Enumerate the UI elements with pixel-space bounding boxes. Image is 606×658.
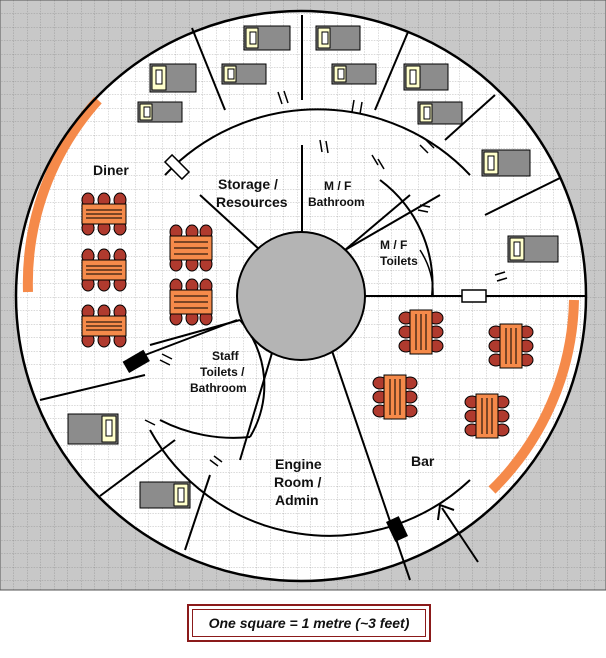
scale-legend: [187, 604, 431, 642]
label-mf-toilets-2: Toilets: [380, 254, 418, 268]
diner-table: [82, 193, 126, 235]
bunk-bed: [68, 414, 118, 444]
bar-table: [465, 394, 509, 438]
label-staff-3: Bathroom: [190, 381, 247, 395]
bunk-bed: [332, 64, 376, 84]
bar-table: [373, 375, 417, 419]
label-bar: Bar: [411, 453, 435, 469]
label-engine-1: Engine: [275, 456, 322, 472]
bunk-bed: [244, 26, 290, 50]
label-engine-2: Room /: [274, 474, 322, 490]
bunk-bed: [140, 482, 190, 508]
label-engine-3: Admin: [275, 492, 319, 508]
label-diner: Diner: [93, 162, 129, 178]
diner-table: [82, 249, 126, 291]
diner-table: [82, 305, 126, 347]
bunk-bed: [418, 102, 462, 124]
bunk-bed: [508, 236, 558, 262]
bunk-bed: [222, 64, 266, 84]
label-storage-2: Resources: [216, 194, 288, 210]
diner-table: [170, 225, 212, 271]
label-storage-1: Storage /: [218, 176, 278, 192]
label-staff-2: Toilets /: [200, 365, 245, 379]
bunk-bed: [404, 64, 448, 90]
bunk-bed: [138, 102, 182, 122]
bar-table: [489, 324, 533, 368]
scale-text: One square = 1 metre (~3 feet): [192, 609, 426, 637]
diner-table: [170, 279, 212, 325]
bar-table: [399, 310, 443, 354]
label-staff-1: Staff: [212, 349, 239, 363]
label-mf-bathroom-1: M / F: [324, 179, 352, 193]
door-toilets: [462, 290, 486, 302]
bunk-bed: [482, 150, 530, 176]
label-mf-bathroom-2: Bathroom: [308, 195, 365, 209]
central-core: [237, 232, 365, 360]
bunk-bed: [150, 64, 196, 92]
bunk-bed: [316, 26, 360, 50]
label-mf-toilets-1: M / F: [380, 238, 408, 252]
